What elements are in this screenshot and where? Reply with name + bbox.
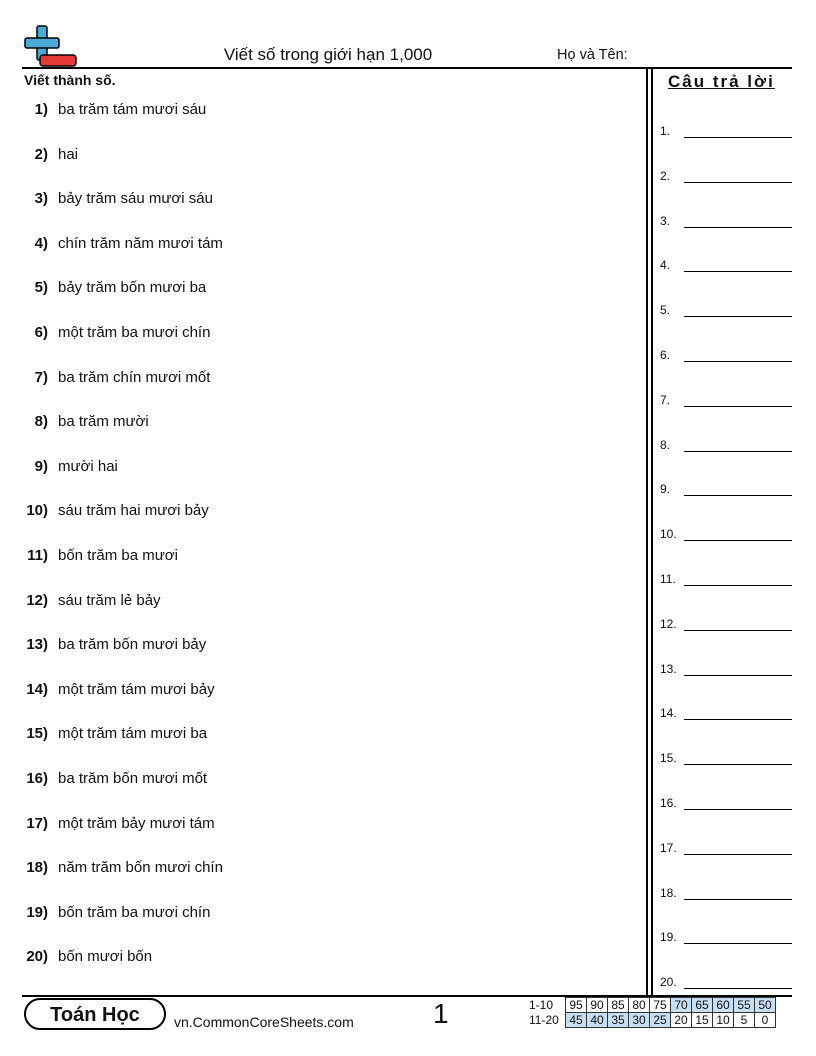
question-number: 16) bbox=[26, 770, 48, 787]
name-label: Họ và Tên: bbox=[557, 47, 628, 63]
answer-number: 5. bbox=[660, 303, 671, 318]
answer-item bbox=[660, 704, 792, 720]
answer-blank-line[interactable] bbox=[684, 451, 792, 452]
score-cell: 20 bbox=[671, 1013, 692, 1028]
question-item bbox=[0, 769, 207, 789]
answer-item bbox=[660, 212, 792, 228]
question-item bbox=[0, 814, 215, 834]
answer-blank-line[interactable] bbox=[684, 675, 792, 676]
question-number: 19) bbox=[26, 903, 48, 921]
answer-item bbox=[660, 122, 792, 138]
answer-number: 13. bbox=[660, 661, 677, 676]
question-text: sáu trăm hai mươi bảy bbox=[58, 502, 209, 520]
score-cell: 80 bbox=[629, 998, 650, 1013]
answer-item bbox=[660, 839, 792, 855]
answer-item bbox=[660, 436, 792, 452]
answer-number: 3. bbox=[660, 213, 671, 228]
page-title: Viết số trong giới hạn 1,000 bbox=[223, 45, 433, 64]
column-divider bbox=[646, 68, 648, 995]
score-cell: 10 bbox=[713, 1013, 734, 1028]
question-text: sáu trăm lẻ bảy bbox=[58, 591, 161, 609]
question-number: 20) bbox=[26, 948, 48, 966]
score-cell: 60 bbox=[713, 998, 734, 1013]
question-item bbox=[0, 724, 207, 744]
question-item bbox=[0, 100, 206, 120]
question-number: 10) bbox=[26, 502, 48, 520]
score-row-label: 1-10 bbox=[529, 998, 554, 1012]
answer-number: 15. bbox=[660, 751, 677, 766]
answer-item bbox=[660, 480, 792, 496]
score-cell: 25 bbox=[650, 1013, 671, 1028]
answer-item bbox=[660, 884, 792, 900]
question-item bbox=[0, 145, 78, 165]
answer-blank-line[interactable] bbox=[684, 899, 792, 900]
question-number: 17) bbox=[26, 814, 48, 832]
score-cell: 30 bbox=[629, 1013, 650, 1028]
score-cell: 45 bbox=[566, 1013, 587, 1028]
instruction-text: Viết thành số. bbox=[24, 72, 116, 88]
answer-item bbox=[660, 167, 792, 183]
answer-number: 12. bbox=[660, 616, 677, 631]
score-cell: 35 bbox=[608, 1013, 629, 1028]
answer-item bbox=[660, 301, 792, 317]
score-cell: 5 bbox=[734, 1013, 755, 1028]
question-text: năm trăm bốn mươi chín bbox=[58, 859, 223, 877]
answer-blank-line[interactable] bbox=[684, 271, 792, 272]
question-item bbox=[0, 591, 161, 611]
question-text: bảy trăm sáu mươi sáu bbox=[58, 190, 213, 208]
question-number: 12) bbox=[26, 591, 48, 609]
answer-key-title: Câu trả lời bbox=[668, 72, 775, 91]
question-item bbox=[0, 546, 178, 566]
question-number: 18) bbox=[26, 859, 48, 877]
answer-number: 11. bbox=[660, 572, 676, 586]
answer-blank-line[interactable] bbox=[684, 495, 792, 496]
score-cell: 65 bbox=[692, 998, 713, 1013]
page-number: 1 bbox=[433, 998, 449, 1029]
answer-item bbox=[660, 256, 792, 272]
question-item bbox=[0, 368, 210, 388]
answer-item bbox=[660, 570, 792, 586]
question-item bbox=[0, 858, 223, 878]
score-cell: 75 bbox=[650, 998, 671, 1013]
column-divider bbox=[651, 68, 653, 995]
answer-blank-line[interactable] bbox=[684, 764, 792, 765]
score-cell: 70 bbox=[671, 998, 692, 1013]
question-text: bốn trăm ba mươi bbox=[58, 547, 178, 564]
answer-number: 8. bbox=[660, 437, 671, 452]
score-row-label: 11-20 bbox=[529, 1013, 559, 1027]
question-number: 3) bbox=[34, 190, 48, 208]
answer-number: 1. bbox=[660, 124, 671, 138]
answer-item bbox=[660, 794, 792, 810]
header-divider bbox=[22, 67, 792, 69]
answer-blank-line[interactable] bbox=[684, 719, 792, 720]
question-text: bốn trăm ba mươi chín bbox=[58, 903, 211, 921]
question-item bbox=[0, 234, 223, 254]
question-text: một trăm bảy mươi tám bbox=[58, 814, 215, 832]
answer-blank-line[interactable] bbox=[684, 809, 792, 810]
answer-item bbox=[660, 346, 792, 362]
question-item bbox=[0, 501, 209, 521]
answer-blank-line[interactable] bbox=[684, 988, 792, 989]
question-text: ba trăm bốn mươi mốt bbox=[58, 770, 208, 787]
answer-item bbox=[660, 615, 792, 631]
answer-blank-line[interactable] bbox=[684, 137, 792, 138]
score-row bbox=[529, 1013, 776, 1028]
answer-number: 4. bbox=[660, 258, 671, 273]
answer-blank-line[interactable] bbox=[684, 406, 792, 407]
question-text: mười hai bbox=[58, 457, 118, 475]
score-cell: 55 bbox=[734, 998, 755, 1013]
score-cell: 40 bbox=[587, 1013, 608, 1028]
answer-blank-line[interactable] bbox=[684, 540, 792, 541]
question-number: 5) bbox=[34, 279, 48, 297]
question-item bbox=[0, 323, 210, 343]
answer-number: 2. bbox=[660, 168, 671, 183]
question-text: bảy trăm bốn mươi ba bbox=[58, 279, 207, 297]
question-item bbox=[0, 903, 210, 923]
answer-number: 16. bbox=[660, 796, 677, 810]
score-cell: 95 bbox=[566, 998, 587, 1013]
answer-blank-line[interactable] bbox=[684, 361, 792, 362]
question-text: một trăm ba mươi chín bbox=[58, 324, 211, 341]
question-text: ba trăm tám mươi sáu bbox=[58, 101, 207, 118]
question-item bbox=[0, 189, 213, 209]
question-item bbox=[0, 947, 152, 967]
answer-item bbox=[660, 928, 792, 944]
score-table bbox=[529, 997, 776, 1028]
question-number: 9) bbox=[34, 457, 48, 475]
brand-badge: Toán Học bbox=[24, 998, 166, 1030]
answer-blank-line[interactable] bbox=[684, 316, 792, 317]
answer-blank-line[interactable] bbox=[684, 854, 792, 855]
answer-item bbox=[660, 749, 792, 765]
question-text: ba trăm bốn mươi bảy bbox=[58, 636, 207, 654]
question-text: một trăm tám mươi ba bbox=[58, 725, 208, 743]
score-cell: 0 bbox=[755, 1013, 776, 1028]
question-number: 4) bbox=[34, 234, 48, 252]
score-cell: 50 bbox=[755, 998, 776, 1013]
answer-number: 19. bbox=[660, 930, 677, 945]
score-row bbox=[529, 998, 776, 1013]
question-item bbox=[0, 457, 118, 477]
answer-blank-line[interactable] bbox=[684, 585, 792, 586]
answer-number: 17. bbox=[660, 840, 677, 855]
question-number: 7) bbox=[34, 368, 48, 386]
answer-blank-line[interactable] bbox=[684, 630, 792, 631]
answer-number: 7. bbox=[660, 392, 671, 407]
answer-item bbox=[660, 973, 792, 989]
answer-number: 18. bbox=[660, 885, 677, 900]
question-number: 13) bbox=[26, 636, 48, 654]
question-text: hai bbox=[58, 145, 79, 163]
question-item bbox=[0, 635, 206, 655]
score-cell: 85 bbox=[608, 998, 629, 1013]
question-text: ba trăm mười bbox=[58, 413, 149, 431]
answer-number: 14. bbox=[660, 706, 677, 721]
answer-number: 9. bbox=[660, 482, 671, 497]
answer-blank-line[interactable] bbox=[684, 182, 792, 183]
question-number: 15) bbox=[26, 725, 48, 743]
question-text: ba trăm chín mươi mốt bbox=[58, 368, 211, 386]
question-number: 2) bbox=[34, 145, 48, 163]
question-text: bốn mươi bốn bbox=[58, 948, 153, 966]
question-item bbox=[0, 278, 206, 298]
answer-blank-line[interactable] bbox=[684, 227, 792, 228]
score-cell: 90 bbox=[587, 998, 608, 1013]
question-item bbox=[0, 680, 215, 700]
score-cell: 15 bbox=[692, 1013, 713, 1028]
question-number: 11) bbox=[27, 547, 48, 564]
answer-number: 6. bbox=[660, 348, 671, 362]
question-number: 6) bbox=[34, 324, 48, 341]
answer-item bbox=[660, 660, 792, 676]
answer-number: 10. bbox=[660, 527, 677, 542]
answer-item bbox=[660, 391, 792, 407]
site-url: vn.CommonCoreSheets.com bbox=[174, 1014, 354, 1030]
answer-item bbox=[660, 525, 792, 541]
question-number: 8) bbox=[34, 413, 48, 431]
answer-blank-line[interactable] bbox=[684, 943, 792, 944]
answer-number: 20. bbox=[660, 975, 677, 990]
question-text: một trăm tám mươi bảy bbox=[58, 680, 215, 698]
question-number: 1) bbox=[34, 101, 48, 118]
question-text: chín trăm năm mươi tám bbox=[58, 234, 223, 252]
question-number: 14) bbox=[26, 680, 48, 698]
question-item bbox=[0, 412, 149, 432]
